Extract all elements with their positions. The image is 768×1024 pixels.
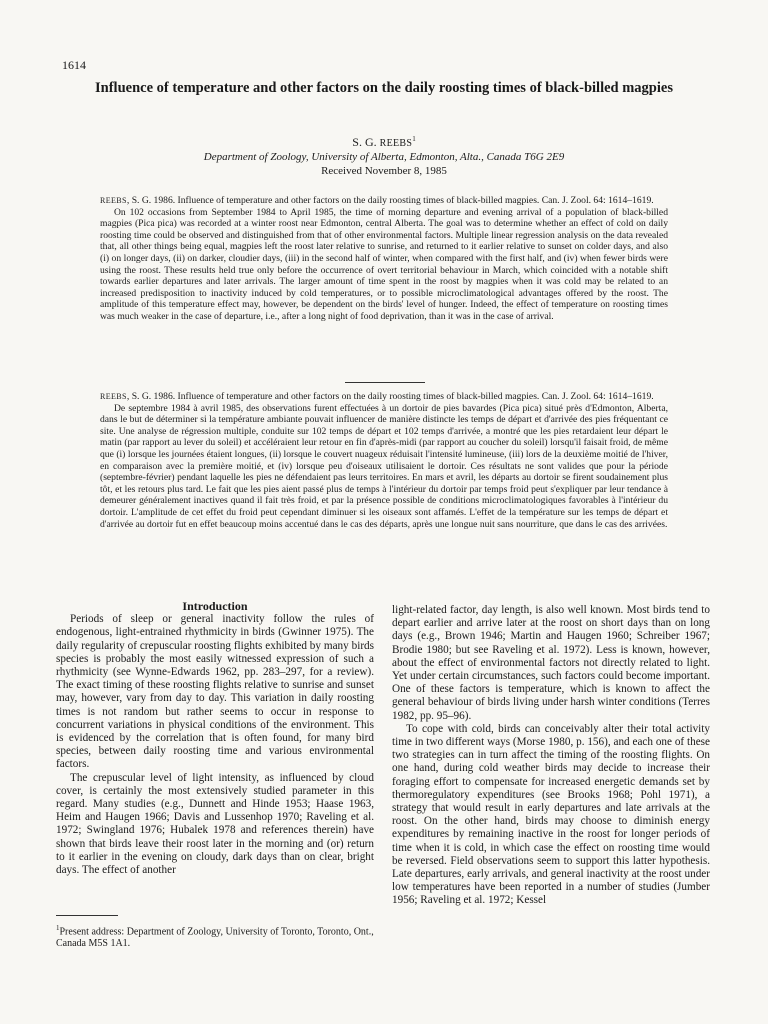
abstract-en-body: On 102 occasions from September 1984 to April 1985, the time of morning departure and evening arrival of a population of black-billed magpies (Pica pica) was recorded at a winter roost near Edmonton, central Alberta. The goal was to determine whether an effect of cold on daily roosting time could be observed and distinguished from that of other environmental factors. Multiple linear regression analysis on the data revealed that, all other things being equal, magpies left the roost later relative to sunrise, and returned to it earlier relative to sunset on colder days, and also (i) on longer days, (ii) on darker, cloudier days, (iii) in the second half of winter, when compared with the first half, and (iv) when fewer birds were using the roost. These results held true only before the occurrence of overt territorial behaviour in March, which coincided with a notable shift towards earlier departures and later arrivals. The larger amount of time spent in the roost by magpies when it was cold may be related to an increased predisposition to inactivity induced by cold temperatures, or to possible microclimatological advantages offered by the roost. The amplitude of this temperature effect may, however, be dependent on the birds' level of hunger. Indeed, the effect of temperature on roosting times was much weaker in the case of departure, i.e., after a long night of food deprivation, than it was in the case of arrival. <box>100 206 668 322</box>
column-left <box>56 600 374 877</box>
paragraph: To cope with cold, birds can conceivably alter their total activity time in two different ways (Morse 1980, p. 156), and each one of these two strategies can in turn affect the timing of the roosting flights. On one hand, during cold weather birds may decide to increase their foraging effort to compensate for increased energetic demands set by thermoregulatory expenditures (see Brooks 1968; Pohl 1971), a strategy that would result in early departures and late arrivals at the roost. On the other hand, birds may choose to diminish energy expenditures by remaining inactive in the roost for longer periods of time when it is cold, in which case the effect on roosting time would be reversed. Field observations seem to support this latter hypothesis. Late departures, early arrivals, and general inactivity at the roost under low temperatures have been reported in a number of studies (Jumber 1956; Raveling et al. 1972; Kessel <box>392 722 710 907</box>
abstract-fr-citation <box>100 391 668 403</box>
paragraph: The crepuscular level of light intensity, as influenced by cloud cover, is certainly the most extensively studied parameter in this regard. Many studies (e.g., Dunnett and Hinde 1953; Haase 1963, Heim and Haugen 1966; Davis and Lussenhop 1970; Raveling et al. 1972; Swingland 1976; Hubalek 1978 and references therein) have shown that birds leave their roost later in the morning and (or) return to it earlier in the evening on cloudy, dark days than on clear, bright days. The effect of another <box>56 771 374 877</box>
footnote-mark: 1 <box>56 924 60 932</box>
article-title: Influence of temperature and other factors on the daily roosting times of black-billed magpies <box>95 80 673 96</box>
abstract-french <box>100 391 668 530</box>
abstract-fr-body: De septembre 1984 à avril 1985, des observations furent effectuées à un dortoir de pies bavardes (Pica pica) situé près d'Edmonton, Alberta, dans le but de déterminer si la température ambiante pouvait influencer de manière distincte les temps de départ et d'arrivée des pies fréquentant ce site. Une analyse de régression multiple, conduite sur 102 temps de départ et 102 temps d'arrivée, a montré que les pies retardaient leur départ le matin (par rapport au lever du soleil) et accéléraient leur retour en fin d'après-midi (par rapport au coucher du soleil) lorsqu'il faisait froid, de même que (i) lorsque les journées étaient longues, (ii) lorsque le couvert nuageux réduisait l'intensité lumineuse, (iii) lors de la deuxième moitié de l'hiver, en comparaison avec la première moitié, et (iv) lorsque peu d'oiseaux utilisaient le dortoir. Ces résultats ne sont valides que pour la période (septembre-février) pendant laquelle les pies ne défendaient pas leurs territoires. En mars et avril, les départs au dortoir se firent soudainement plus tôt, et les retours plus tard. Le fait que les pies aient passé plus de temps à l'intérieur du dortoir par temps froid peut s'expliquer par leur tendance à demeurer généralement inactives quand il fait très froid, et par la présence possible de conditions microclimatologiques favorables à l'intérieur du dortoir. L'amplitude de cet effet du froid peut cependant diminuer si les oiseaux sont affamés. L'effet de la température sur les temps de départ et d'arrivée au dortoir fut en effet beaucoup moins accentué dans le cas des départs, après une longue nuit sans nourriture, que dans le cas des arrivées. <box>100 402 668 530</box>
author-line <box>90 135 678 150</box>
abstract-english <box>100 195 668 323</box>
author-initials: S. G. <box>352 135 380 149</box>
column-right <box>392 604 710 908</box>
abstract-separator <box>345 382 425 383</box>
author-name: REEBS <box>379 138 413 149</box>
footnote-text: Present address: Department of Zoology, University of Toronto, Toronto, Ont., Canada M5S 1A1. <box>56 926 374 950</box>
footnote <box>56 922 374 950</box>
paragraph: light-related factor, day length, is also well known. Most birds tend to depart earlier and arrive later at the roost on short days than on long days (e.g., Brown 1946; Martin and Haugen 1960; Schreiber 1967; Brodie 1980; but see Raveling et al. 1972). Less is known, however, about the effect of environmental factors not directly related to light. Yet under certain circumstances, such factors could become important. One of these factors is temperature, which is known to affect the general behaviour of birds living under harsh winter conditions (Terres 1982, pp. 95–96). <box>392 604 710 722</box>
citation-author: REEBS <box>100 196 127 205</box>
citation-text: , S. G. 1986. Influence of temperature and other factors on the daily roosting times of black-billed magpies. Can. J. Zool. 64: 1614–1619. <box>126 391 654 402</box>
page-number: 1614 <box>62 58 86 72</box>
abstract-en-citation <box>100 195 668 207</box>
paragraph: Periods of sleep or general inactivity follow the rules of endogenous, light-entrained rhythmicity in birds (Gwinner 1975). The daily regularity of crepuscular roosting flights exhibited by many birds species is probably the most easily witnessed expression of such a rhythmicity (see Wynne-Edwards 1962, pp. 283–297, for a review). The exact timing of these roosting flights relative to sunrise and sunset may, however, vary from day to day. This variation in daily roosting times is not random but rather seems to occur in response to concurrent variations in physical conditions of the environment. This is evidenced by the correlation that is often found, for many bird species, between daily roosting time and various environmental factors. <box>56 613 374 771</box>
section-heading: Introduction <box>182 599 248 613</box>
affiliation: Department of Zoology, University of Alberta, Edmonton, Alta., Canada T6G 2E9 <box>203 151 565 163</box>
footnote-rule <box>56 915 118 916</box>
author-footnote-mark: 1 <box>412 135 416 143</box>
received-date: Received November 8, 1985 <box>321 165 447 177</box>
citation-text: , S. G. 1986. Influence of temperature and other factors on the daily roosting times of black-billed magpies. Can. J. Zool. 64: 1614–1619. <box>126 195 654 206</box>
citation-author: REEBS <box>100 392 127 401</box>
